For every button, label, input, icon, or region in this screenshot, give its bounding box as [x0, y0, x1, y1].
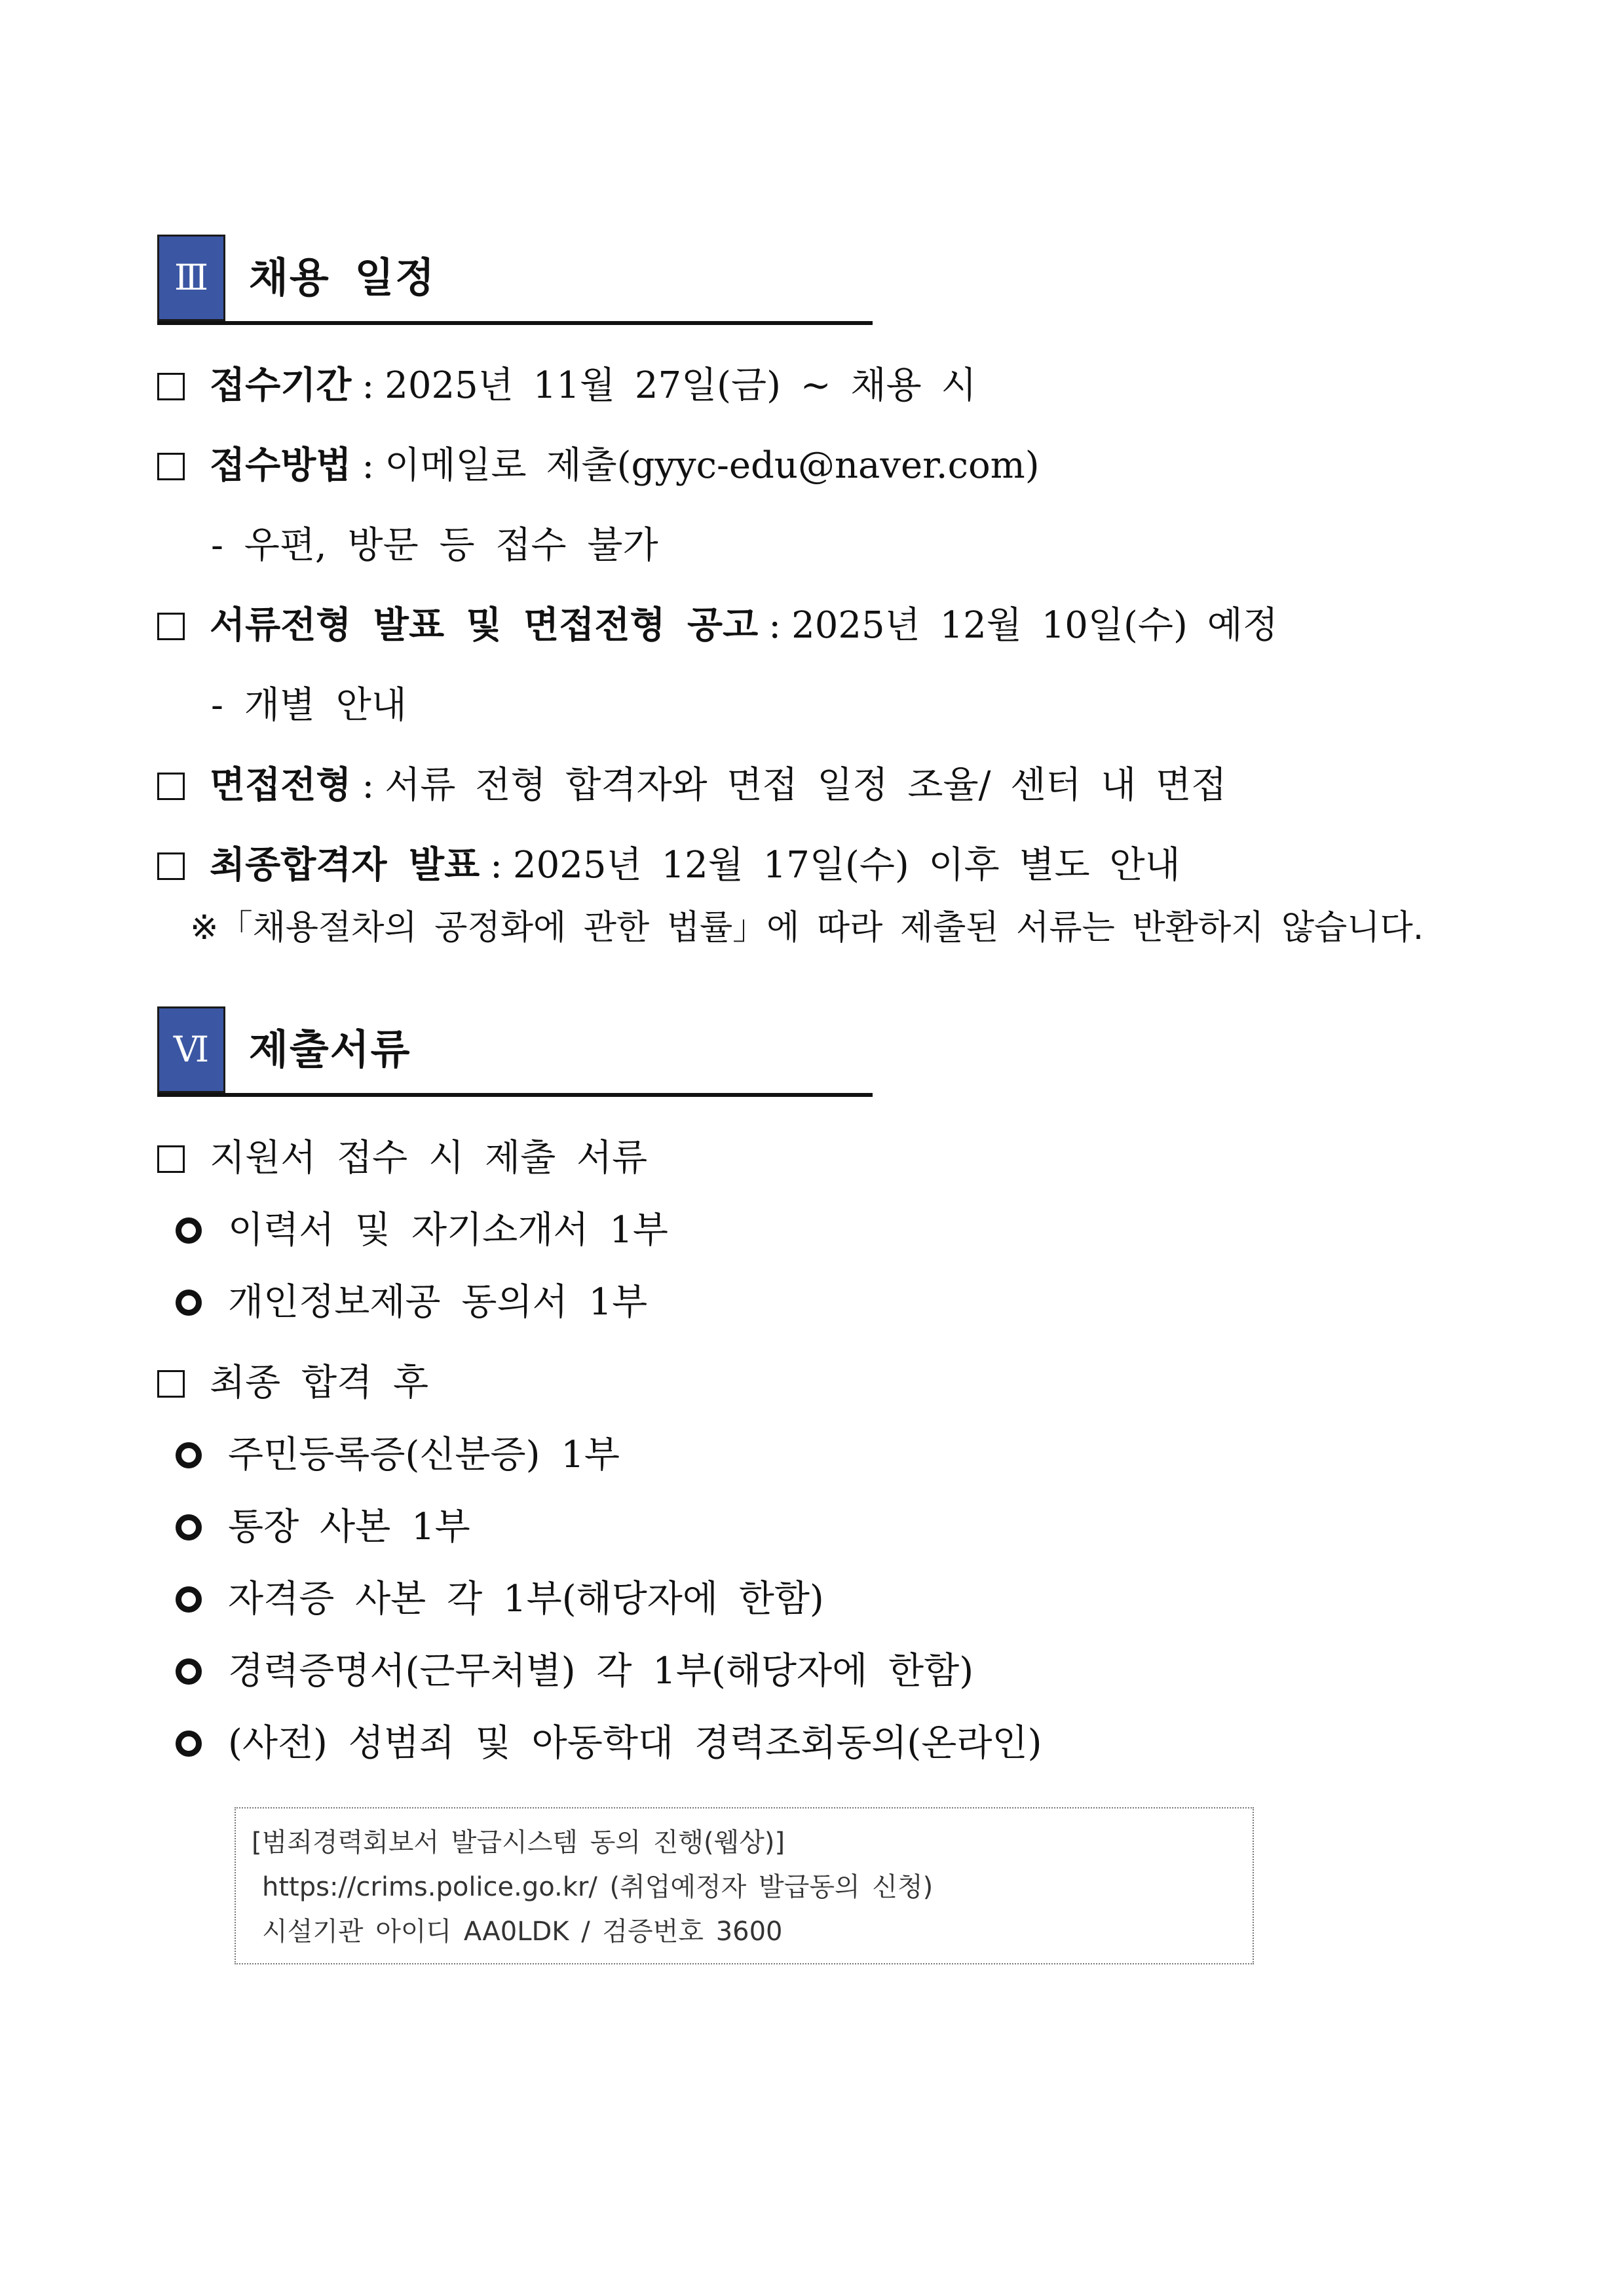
item-label: 서류전형 발표 및 면접전형 공고: [210, 604, 759, 647]
bullet-circle-icon: [176, 1442, 202, 1468]
item-label: 접수방법: [210, 444, 352, 487]
law-note: ※「채용절차의 공정화에 관한 법률」에 따라 제출된 서류는 반환하지 않습니다.: [190, 908, 1424, 947]
item-label: 면접전형: [210, 764, 352, 807]
bullet-circle-icon: [176, 1586, 202, 1613]
item-value: 이메일로 제출(gyyc-edu@naver.com): [385, 444, 1040, 487]
checkbox-square-icon: [157, 613, 185, 640]
info-box-credentials: 시설기관 아이디 AA0LDK / 검증번호 3600: [262, 1917, 783, 1947]
bullet-circle-icon: [176, 1217, 202, 1244]
bullet-circle-icon: [176, 1290, 202, 1316]
bullet-circle-icon: [176, 1731, 202, 1757]
crime-record-info-box: [235, 1807, 1254, 1964]
documents-group-after-final: [157, 1360, 428, 1407]
list-item: 자격증 사본 각 1부(해당자에 한함): [176, 1576, 824, 1623]
item-value: 2025년 12월 10일(수) 예정: [791, 604, 1278, 647]
checkbox-square-icon: [157, 1145, 185, 1173]
section-number: Ⅵ: [157, 1006, 225, 1093]
group-heading: 지원서 접수 시 제출 서류: [210, 1137, 648, 1179]
checkbox-square-icon: [157, 773, 185, 800]
document-screening-note: - 개별 안내: [211, 684, 407, 727]
list-item: 주민등록증(신분증) 1부: [176, 1432, 620, 1479]
schedule-item-receipt-method: 접수방법 : 이메일로 제출(gyyc-edu@naver.com): [157, 442, 1040, 489]
list-item: 개인정보제공 동의서 1부: [176, 1279, 647, 1326]
list-item: (사전) 성범죄 및 아동학대 경력조회동의(온라인): [176, 1720, 1042, 1767]
section-header-documents: [157, 1006, 873, 1097]
item-label: 접수기간: [210, 364, 352, 407]
schedule-item-final-announcement: 최종합격자 발표 : 2025년 12월 17일(수) 이후 별도 안내: [157, 842, 1180, 889]
list-item: 통장 사본 1부: [176, 1504, 470, 1551]
info-box-title: [범죄경력회보서 발급시스템 동의 진행(웹상)]: [252, 1827, 785, 1858]
checkbox-square-icon: [157, 852, 185, 880]
schedule-item-receipt-period: 접수기간 : 2025년 11월 27일(금) ~ 채용 시: [157, 362, 977, 410]
schedule-item-document-screening: 서류전형 발표 및 면접전형 공고 : 2025년 12월 10일(수) 예정: [157, 602, 1278, 649]
item-value: 2025년 11월 27일(금) ~ 채용 시: [385, 364, 977, 407]
item-value: 서류 전형 합격자와 면접 일정 조율/ 센터 내 면접: [385, 764, 1227, 807]
documents-group-on-application: [157, 1135, 647, 1182]
section-title: 제출서류: [249, 1025, 411, 1073]
section-header-schedule: [157, 235, 873, 325]
section-title: 채용 일정: [249, 254, 436, 301]
checkbox-square-icon: [157, 373, 185, 400]
schedule-item-interview: 면접전형 : 서류 전형 합격자와 면접 일정 조율/ 센터 내 면접: [157, 762, 1226, 809]
info-box-url: https://crims.police.go.kr/ (취업예정자 발급동의 신청): [262, 1872, 934, 1902]
bullet-circle-icon: [176, 1658, 202, 1685]
receipt-method-note: - 우편, 방문 등 접수 불가: [211, 524, 658, 567]
checkbox-square-icon: [157, 453, 185, 480]
list-item: 경력증명서(근무처별) 각 1부(해당자에 한함): [176, 1648, 973, 1695]
section-number: Ⅲ: [157, 235, 225, 321]
checkbox-square-icon: [157, 1370, 185, 1398]
group-heading: 최종 합격 후: [210, 1362, 429, 1404]
bullet-circle-icon: [176, 1514, 202, 1540]
list-item: 이력서 및 자기소개서 1부: [176, 1207, 668, 1254]
item-label: 최종합격자 발표: [210, 844, 480, 887]
item-value: 2025년 12월 17일(수) 이후 별도 안내: [513, 844, 1180, 887]
